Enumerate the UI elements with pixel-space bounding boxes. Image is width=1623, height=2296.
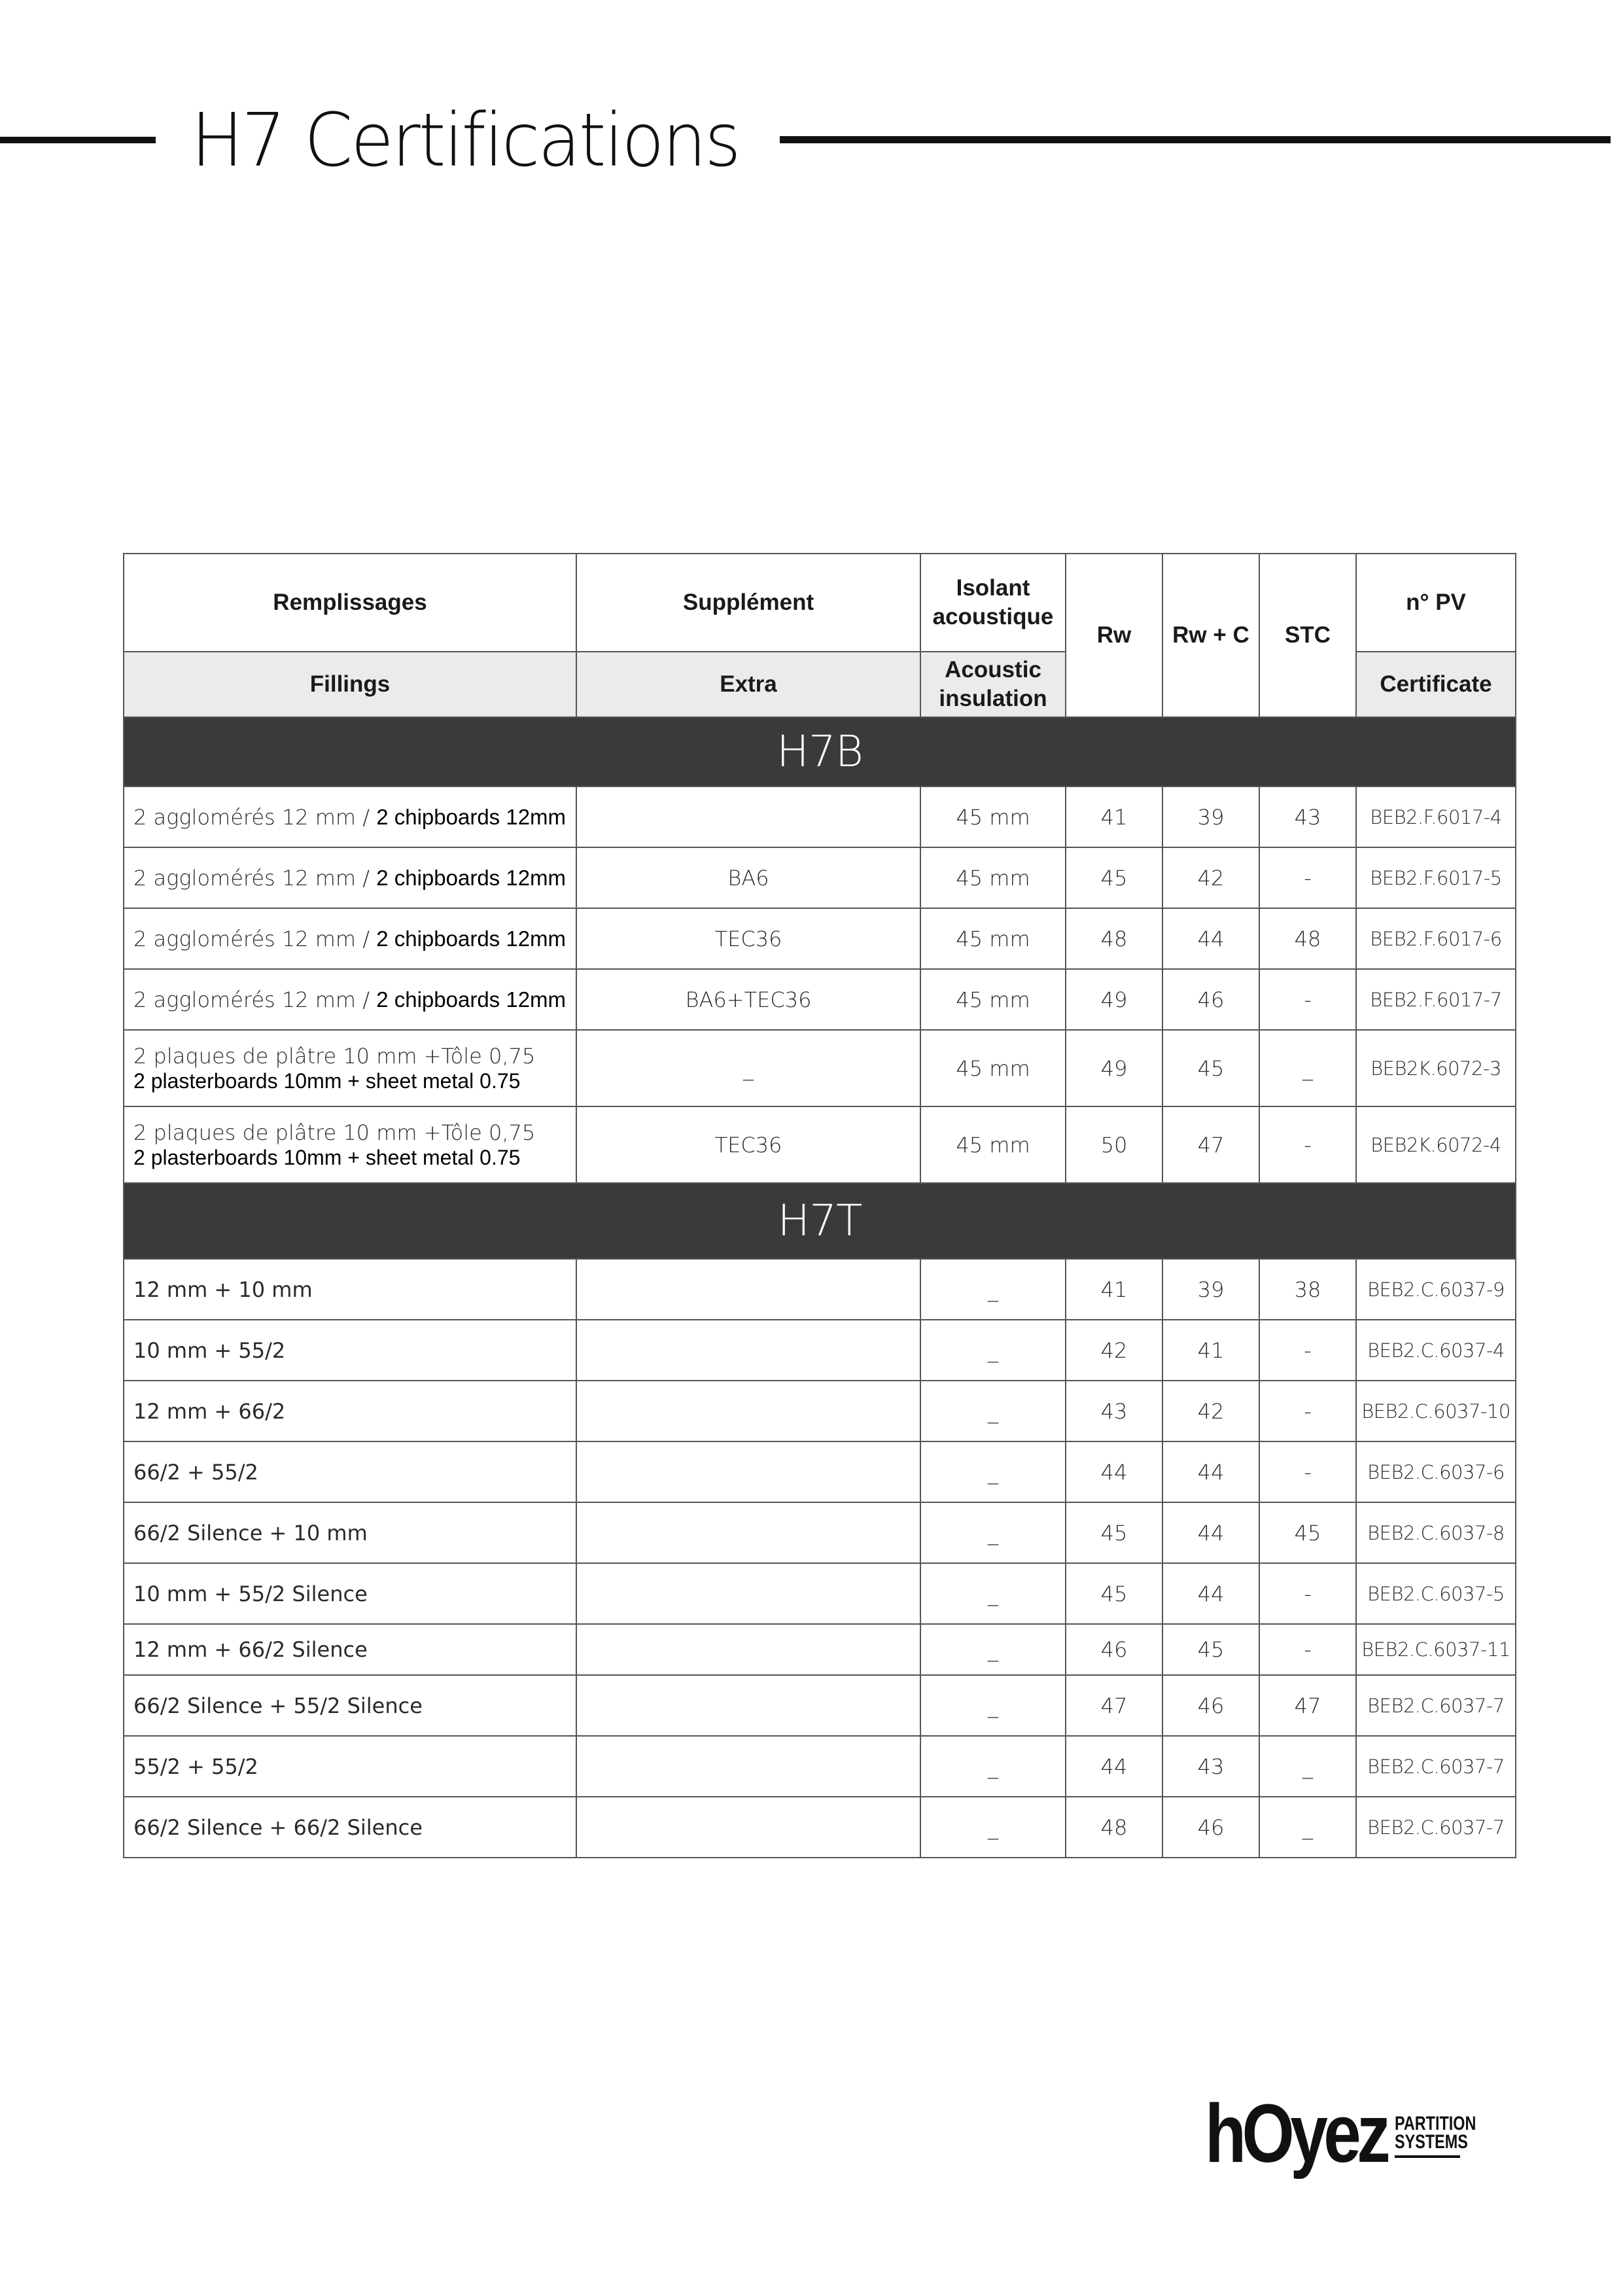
rwc-cell: 46 bbox=[1162, 969, 1259, 1030]
fillings-cell: 66/2 Silence + 55/2 Silence bbox=[124, 1675, 576, 1736]
header-rw: Rw bbox=[1066, 554, 1162, 717]
insulation-cell: _ bbox=[920, 1502, 1066, 1563]
certificate-cell: BEB2.C.6037-7 bbox=[1356, 1675, 1516, 1736]
stc-cell: - bbox=[1259, 1106, 1356, 1183]
certificate-cell: BEB2.F.6017-4 bbox=[1356, 786, 1516, 847]
extra-cell: _ bbox=[576, 1030, 920, 1106]
rwc-cell: 44 bbox=[1162, 1502, 1259, 1563]
table-row bbox=[124, 1502, 1516, 1563]
section-row-h7b bbox=[124, 717, 1516, 786]
header-stc: STC bbox=[1259, 554, 1356, 717]
insulation-cell: _ bbox=[920, 1259, 1066, 1320]
stc-cell: - bbox=[1259, 1563, 1356, 1624]
insulation-cell: _ bbox=[920, 1624, 1066, 1675]
stc-cell: - bbox=[1259, 1320, 1356, 1381]
table-row bbox=[124, 908, 1516, 969]
fillings-cell: 10 mm + 55/2 Silence bbox=[124, 1563, 576, 1624]
rw-cell: 49 bbox=[1066, 969, 1162, 1030]
fillings-fr: 2 agglomérés 12 mm / bbox=[133, 804, 377, 830]
logo-wordmark: hOyez bbox=[1205, 2087, 1387, 2180]
fillings-cell bbox=[124, 1030, 576, 1106]
certificate-cell: BEB2K.6072-4 bbox=[1356, 1106, 1516, 1183]
rwc-cell: 47 bbox=[1162, 1106, 1259, 1183]
rwc-cell: 46 bbox=[1162, 1797, 1259, 1858]
rw-cell: 48 bbox=[1066, 908, 1162, 969]
insulation-cell: 45 mm bbox=[920, 908, 1066, 969]
fillings-fr: 2 agglomérés 12 mm / bbox=[133, 987, 377, 1012]
insulation-cell: _ bbox=[920, 1736, 1066, 1797]
insulation-cell: 45 mm bbox=[920, 1106, 1066, 1183]
logo-subtitle-line1: PARTITION bbox=[1395, 2113, 1476, 2134]
fillings-cell: 12 mm + 66/2 Silence bbox=[124, 1624, 576, 1675]
insulation-cell: 45 mm bbox=[920, 786, 1066, 847]
stc-cell: _ bbox=[1259, 1736, 1356, 1797]
certificate-cell: BEB2.F.6017-6 bbox=[1356, 908, 1516, 969]
insulation-cell: _ bbox=[920, 1441, 1066, 1502]
fillings-cell bbox=[124, 847, 576, 908]
table-row bbox=[124, 1259, 1516, 1320]
insulation-cell: 45 mm bbox=[920, 969, 1066, 1030]
certificate-cell: BEB2.F.6017-7 bbox=[1356, 969, 1516, 1030]
fillings-en: 2 plasterboards 10mm + sheet metal 0.75 bbox=[133, 1145, 521, 1169]
stc-cell: - bbox=[1259, 1381, 1356, 1441]
insulation-cell: _ bbox=[920, 1563, 1066, 1624]
certificate-cell: BEB2K.6072-3 bbox=[1356, 1030, 1516, 1106]
section-title-h7b: H7B bbox=[124, 717, 1516, 786]
rw-cell: 46 bbox=[1066, 1624, 1162, 1675]
certificate-cell: BEB2.F.6017-5 bbox=[1356, 847, 1516, 908]
rwc-cell: 45 bbox=[1162, 1624, 1259, 1675]
certificate-cell: BEB2.C.6037-5 bbox=[1356, 1563, 1516, 1624]
stc-cell: 45 bbox=[1259, 1502, 1356, 1563]
fillings-en: 2 chipboards 12mm bbox=[376, 987, 567, 1012]
table-row bbox=[124, 1563, 1516, 1624]
rw-cell: 45 bbox=[1066, 1563, 1162, 1624]
fillings-fr: 2 agglomérés 12 mm / bbox=[133, 926, 377, 951]
rw-cell: 41 bbox=[1066, 786, 1162, 847]
page-title: H7 Certifications bbox=[191, 98, 739, 183]
extra-cell bbox=[576, 1320, 920, 1381]
rwc-cell: 46 bbox=[1162, 1675, 1259, 1736]
header-insulation-en-line2: insulation bbox=[939, 686, 1047, 711]
fillings-en: 2 chipboards 12mm bbox=[376, 926, 567, 951]
header-insulation-fr-line2: acoustique bbox=[932, 604, 1054, 629]
rwc-cell: 44 bbox=[1162, 1441, 1259, 1502]
extra-cell bbox=[576, 1797, 920, 1858]
hoyez-logo bbox=[1205, 2087, 1476, 2184]
fillings-cell: 66/2 Silence + 66/2 Silence bbox=[124, 1797, 576, 1858]
section-title-h7t: H7T bbox=[124, 1183, 1516, 1259]
rw-cell: 41 bbox=[1066, 1259, 1162, 1320]
rw-cell: 44 bbox=[1066, 1736, 1162, 1797]
fillings-en: 2 plasterboards 10mm + sheet metal 0.75 bbox=[133, 1069, 521, 1093]
certifications-table bbox=[123, 553, 1516, 1858]
fillings-fr: 2 agglomérés 12 mm / bbox=[133, 865, 377, 891]
title-rule-left bbox=[0, 137, 156, 143]
table-row bbox=[124, 786, 1516, 847]
fillings-cell: 10 mm + 55/2 bbox=[124, 1320, 576, 1381]
table-row bbox=[124, 1320, 1516, 1381]
extra-cell bbox=[576, 1736, 920, 1797]
header-insulation-fr-line1: Isolant bbox=[956, 575, 1030, 601]
stc-cell: _ bbox=[1259, 1797, 1356, 1858]
extra-cell: TEC36 bbox=[576, 908, 920, 969]
fillings-cell bbox=[124, 969, 576, 1030]
insulation-cell: _ bbox=[920, 1797, 1066, 1858]
extra-cell: TEC36 bbox=[576, 1106, 920, 1183]
logo-subtitle bbox=[1395, 2115, 1476, 2151]
insulation-cell: _ bbox=[920, 1320, 1066, 1381]
table-row bbox=[124, 1030, 1516, 1106]
fillings-cell bbox=[124, 786, 576, 847]
table-row bbox=[124, 1624, 1516, 1675]
table-row bbox=[124, 1797, 1516, 1858]
header-fillings-fr: Remplissages bbox=[124, 554, 576, 652]
extra-cell bbox=[576, 1259, 920, 1320]
section-row-h7t bbox=[124, 1183, 1516, 1259]
rw-cell: 50 bbox=[1066, 1106, 1162, 1183]
certificate-cell: BEB2.C.6037-10 bbox=[1356, 1381, 1516, 1441]
insulation-cell: 45 mm bbox=[920, 847, 1066, 908]
header-certificate-en: Certificate bbox=[1356, 652, 1516, 717]
stc-cell: 48 bbox=[1259, 908, 1356, 969]
certificate-cell: BEB2.C.6037-7 bbox=[1356, 1736, 1516, 1797]
certificate-cell: BEB2.C.6037-11 bbox=[1356, 1624, 1516, 1675]
header-extra-fr: Supplément bbox=[576, 554, 920, 652]
header-insulation-en-line1: Acoustic bbox=[945, 657, 1041, 682]
rw-cell: 44 bbox=[1066, 1441, 1162, 1502]
fillings-cell: 66/2 + 55/2 bbox=[124, 1441, 576, 1502]
certificate-cell: BEB2.C.6037-6 bbox=[1356, 1441, 1516, 1502]
header-insulation-en bbox=[920, 652, 1066, 717]
extra-cell bbox=[576, 1675, 920, 1736]
fillings-cell: 12 mm + 66/2 bbox=[124, 1381, 576, 1441]
rwc-cell: 45 bbox=[1162, 1030, 1259, 1106]
extra-cell bbox=[576, 786, 920, 847]
extra-cell bbox=[576, 1381, 920, 1441]
fillings-en: 2 chipboards 12mm bbox=[376, 804, 567, 829]
table-row bbox=[124, 1381, 1516, 1441]
header-certificate-fr: n° PV bbox=[1356, 554, 1516, 652]
rwc-cell: 44 bbox=[1162, 908, 1259, 969]
header-row-fr bbox=[124, 554, 1516, 652]
extra-cell bbox=[576, 1502, 920, 1563]
certificate-cell: BEB2.C.6037-7 bbox=[1356, 1797, 1516, 1858]
rwc-cell: 44 bbox=[1162, 1563, 1259, 1624]
table-row bbox=[124, 1736, 1516, 1797]
fillings-cell bbox=[124, 908, 576, 969]
rwc-cell: 43 bbox=[1162, 1736, 1259, 1797]
stc-cell: 38 bbox=[1259, 1259, 1356, 1320]
stc-cell: - bbox=[1259, 1441, 1356, 1502]
insulation-cell: 45 mm bbox=[920, 1030, 1066, 1106]
fillings-cell: 55/2 + 55/2 bbox=[124, 1736, 576, 1797]
rw-cell: 48 bbox=[1066, 1797, 1162, 1858]
header-rw-c: Rw + C bbox=[1162, 554, 1259, 717]
extra-cell: BA6 bbox=[576, 847, 920, 908]
stc-cell: - bbox=[1259, 847, 1356, 908]
extra-cell bbox=[576, 1563, 920, 1624]
certificate-cell: BEB2.C.6037-9 bbox=[1356, 1259, 1516, 1320]
rw-cell: 45 bbox=[1066, 1502, 1162, 1563]
rwc-cell: 42 bbox=[1162, 847, 1259, 908]
fillings-en: 2 chipboards 12mm bbox=[376, 865, 567, 890]
rw-cell: 42 bbox=[1066, 1320, 1162, 1381]
table-row bbox=[124, 969, 1516, 1030]
extra-cell: BA6+TEC36 bbox=[576, 969, 920, 1030]
fillings-cell bbox=[124, 1106, 576, 1183]
stc-cell: - bbox=[1259, 969, 1356, 1030]
rwc-cell: 39 bbox=[1162, 786, 1259, 847]
table-row bbox=[124, 847, 1516, 908]
stc-cell: _ bbox=[1259, 1030, 1356, 1106]
title-rule-right bbox=[780, 136, 1611, 143]
rwc-cell: 39 bbox=[1162, 1259, 1259, 1320]
insulation-cell: _ bbox=[920, 1675, 1066, 1736]
rw-cell: 49 bbox=[1066, 1030, 1162, 1106]
rw-cell: 45 bbox=[1066, 847, 1162, 908]
table-row bbox=[124, 1106, 1516, 1183]
logo-subtitle-line2: SYSTEMS bbox=[1395, 2131, 1468, 2153]
stc-cell: - bbox=[1259, 1624, 1356, 1675]
fillings-cell: 66/2 Silence + 10 mm bbox=[124, 1502, 576, 1563]
logo-underline bbox=[1395, 2155, 1460, 2158]
table-row bbox=[124, 1441, 1516, 1502]
fillings-fr: 2 plaques de plâtre 10 mm +Tôle 0,75 bbox=[133, 1043, 536, 1069]
certificate-cell: BEB2.C.6037-8 bbox=[1356, 1502, 1516, 1563]
table-row bbox=[124, 1675, 1516, 1736]
fillings-fr: 2 plaques de plâtre 10 mm +Tôle 0,75 bbox=[133, 1120, 536, 1145]
header-insulation-fr bbox=[920, 554, 1066, 652]
certificate-cell: BEB2.C.6037-4 bbox=[1356, 1320, 1516, 1381]
rw-cell: 43 bbox=[1066, 1381, 1162, 1441]
rwc-cell: 41 bbox=[1162, 1320, 1259, 1381]
extra-cell bbox=[576, 1624, 920, 1675]
header-fillings-en: Fillings bbox=[124, 652, 576, 717]
header-extra-en: Extra bbox=[576, 652, 920, 717]
stc-cell: 47 bbox=[1259, 1675, 1356, 1736]
extra-cell bbox=[576, 1441, 920, 1502]
rw-cell: 47 bbox=[1066, 1675, 1162, 1736]
insulation-cell: _ bbox=[920, 1381, 1066, 1441]
rwc-cell: 42 bbox=[1162, 1381, 1259, 1441]
stc-cell: 43 bbox=[1259, 786, 1356, 847]
fillings-cell: 12 mm + 10 mm bbox=[124, 1259, 576, 1320]
